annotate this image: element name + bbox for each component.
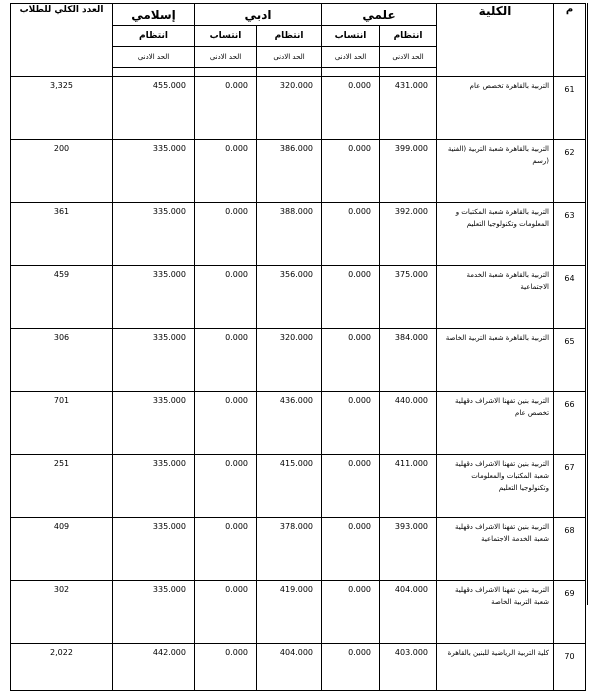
total-students-cell: 459: [11, 266, 113, 329]
islamic-intizam-cell: 335.000: [113, 581, 195, 644]
islamic-intizam-cell: 455.000: [113, 77, 195, 140]
literary-intisab-cell: 0.000: [195, 203, 257, 266]
admission-table: [10, 3, 586, 691]
scientific-intisab-cell: 0.000: [322, 644, 380, 691]
scientific-intisab-cell: 0.000: [322, 203, 380, 266]
header-islamic: إسلامي: [113, 4, 195, 26]
total-students-cell: 701: [11, 392, 113, 455]
college-name-cell: التربية بالقاهرة تخصص عام: [437, 77, 554, 140]
row-number-cell: 65: [554, 329, 586, 392]
literary-intisab-cell: 0.000: [195, 392, 257, 455]
header-literary-intizam-min: الحد الادنى: [257, 47, 322, 68]
table-row: [11, 644, 586, 691]
table-row: [11, 518, 586, 581]
row-number-cell: 68: [554, 518, 586, 581]
header-scientific-intisab: انتساب: [322, 26, 380, 47]
header-scientific: علمي: [322, 4, 437, 26]
scientific-intisab-cell: 0.000: [322, 581, 380, 644]
literary-intisab-cell: 0.000: [195, 644, 257, 691]
header-spacer: [195, 68, 257, 77]
literary-intisab-cell: 0.000: [195, 266, 257, 329]
table-row: [11, 266, 586, 329]
scientific-intizam-cell: 404.000: [380, 581, 437, 644]
scientific-intizam-cell: 403.000: [380, 644, 437, 691]
literary-intizam-cell: 386.000: [257, 140, 322, 203]
college-name-cell: التربية بنين تفهنا الاشراف دقهلية شعبة المكتبات والمعلومات وتكنولوجيا التعليم: [437, 455, 554, 518]
table-row: [11, 203, 586, 266]
islamic-intizam-cell: 335.000: [113, 203, 195, 266]
total-students-cell: 361: [11, 203, 113, 266]
total-students-cell: 306: [11, 329, 113, 392]
header-m: م: [554, 4, 586, 77]
header-spacer: [322, 68, 380, 77]
header-spacer: [113, 68, 195, 77]
college-name-cell: التربية بنين تفهنا الاشراف دقهلية شعبة التربية الخاصة: [437, 581, 554, 644]
literary-intisab-cell: 0.000: [195, 455, 257, 518]
islamic-intizam-cell: 335.000: [113, 266, 195, 329]
islamic-intizam-cell: 335.000: [113, 329, 195, 392]
row-number-cell: 61: [554, 77, 586, 140]
header-spacer: [380, 68, 437, 77]
table-row: [11, 455, 586, 518]
header-literary-intizam: انتظام: [257, 26, 322, 47]
literary-intizam-cell: 404.000: [257, 644, 322, 691]
table-row: [11, 77, 586, 140]
table-row: [11, 581, 586, 644]
college-name-cell: التربية بالقاهرة شعبة المكتبات و المعلومات وتكنولوجيا التعليم: [437, 203, 554, 266]
literary-intizam-cell: 320.000: [257, 77, 322, 140]
islamic-intizam-cell: 335.000: [113, 518, 195, 581]
literary-intizam-cell: 415.000: [257, 455, 322, 518]
table-row: [11, 329, 586, 392]
total-students-cell: 302: [11, 581, 113, 644]
college-name-cell: التربية بنين تفهنا الاشراف دقهلية تخصص عام: [437, 392, 554, 455]
literary-intizam-cell: 320.000: [257, 329, 322, 392]
header-college: الكلية: [437, 4, 554, 77]
row-number-cell: 64: [554, 266, 586, 329]
row-number-cell: 69: [554, 581, 586, 644]
literary-intizam-cell: 388.000: [257, 203, 322, 266]
literary-intisab-cell: 0.000: [195, 518, 257, 581]
scientific-intizam-cell: 384.000: [380, 329, 437, 392]
table-row: [11, 140, 586, 203]
total-students-cell: 200: [11, 140, 113, 203]
scientific-intisab-cell: 0.000: [322, 77, 380, 140]
total-students-cell: 3,325: [11, 77, 113, 140]
literary-intizam-cell: 419.000: [257, 581, 322, 644]
row-number-cell: 66: [554, 392, 586, 455]
college-name-cell: التربية بالقاهرة شعبة التربية الخاصة: [437, 329, 554, 392]
scientific-intizam-cell: 431.000: [380, 77, 437, 140]
header-spacer: [257, 68, 322, 77]
total-students-cell: 251: [11, 455, 113, 518]
total-students-cell: 2,022: [11, 644, 113, 691]
islamic-intizam-cell: 335.000: [113, 392, 195, 455]
scientific-intisab-cell: 0.000: [322, 392, 380, 455]
scientific-intisab-cell: 0.000: [322, 518, 380, 581]
header-islamic-intizam: انتظام: [113, 26, 195, 47]
scientific-intizam-cell: 399.000: [380, 140, 437, 203]
scientific-intisab-cell: 0.000: [322, 266, 380, 329]
row-number-cell: 63: [554, 203, 586, 266]
header-scientific-intizam: انتظام: [380, 26, 437, 47]
scientific-intizam-cell: 375.000: [380, 266, 437, 329]
college-name-cell: التربية بالقاهرة شعبة الخدمة الاجتماعية: [437, 266, 554, 329]
college-name-cell: التربية بنين تفهنا الاشراف دقهلية شعبة الخدمة الاجتماعية: [437, 518, 554, 581]
islamic-intizam-cell: 442.000: [113, 644, 195, 691]
header-literary-intisab: انتساب: [195, 26, 257, 47]
literary-intisab-cell: 0.000: [195, 140, 257, 203]
literary-intisab-cell: 0.000: [195, 581, 257, 644]
scientific-intisab-cell: 0.000: [322, 455, 380, 518]
row-number-cell: 67: [554, 455, 586, 518]
scientific-intizam-cell: 440.000: [380, 392, 437, 455]
page-edge-line: [587, 3, 588, 605]
islamic-intizam-cell: 335.000: [113, 455, 195, 518]
row-number-cell: 70: [554, 644, 586, 691]
literary-intizam-cell: 436.000: [257, 392, 322, 455]
total-students-cell: 409: [11, 518, 113, 581]
header-islamic-min: الحد الادنى: [113, 47, 195, 68]
college-name-cell: كلية التربية الرياضية للبنين بالقاهرة: [437, 644, 554, 691]
literary-intizam-cell: 356.000: [257, 266, 322, 329]
header-scientific-intisab-min: الحد الادنى: [322, 47, 380, 68]
scientific-intizam-cell: 393.000: [380, 518, 437, 581]
header-scientific-intizam-min: الحد الادنى: [380, 47, 437, 68]
scientific-intisab-cell: 0.000: [322, 140, 380, 203]
college-name-cell: التربية بالقاهرة شعبة التربية (الفنية (رسم: [437, 140, 554, 203]
scientific-intizam-cell: 392.000: [380, 203, 437, 266]
table-row: [11, 392, 586, 455]
row-number-cell: 62: [554, 140, 586, 203]
literary-intizam-cell: 378.000: [257, 518, 322, 581]
header-literary-intisab-min: الحد الادنى: [195, 47, 257, 68]
scientific-intisab-cell: 0.000: [322, 329, 380, 392]
literary-intisab-cell: 0.000: [195, 77, 257, 140]
header-total-students: العدد الكلي للطلاب: [11, 4, 113, 77]
islamic-intizam-cell: 335.000: [113, 140, 195, 203]
literary-intisab-cell: 0.000: [195, 329, 257, 392]
header-literary: ادبي: [195, 4, 322, 26]
scientific-intizam-cell: 411.000: [380, 455, 437, 518]
